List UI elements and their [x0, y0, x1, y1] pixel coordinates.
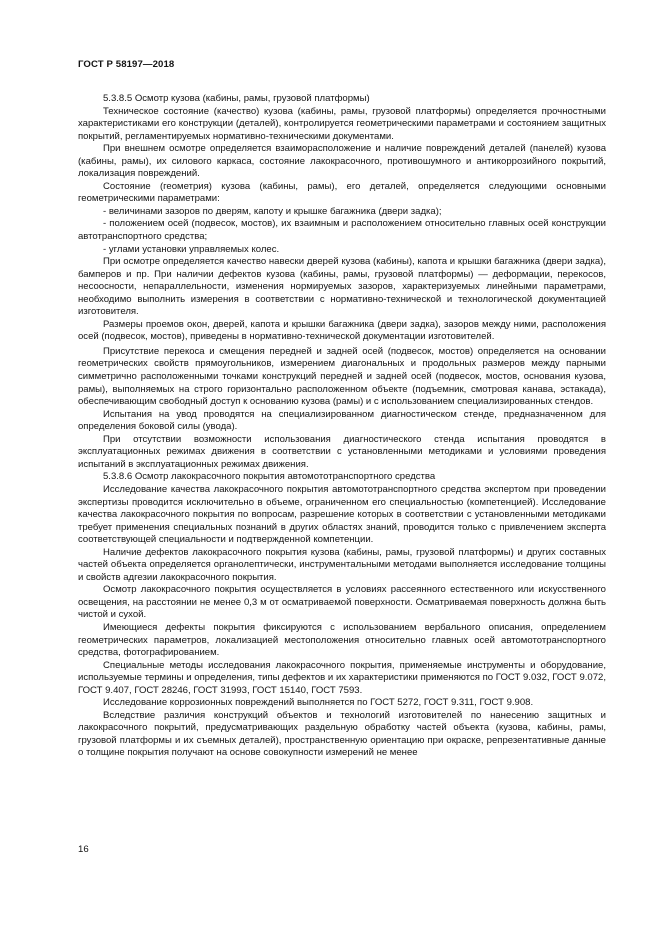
paragraph: Состояние (геометрия) кузова (кабины, рамы), его деталей, определяется следующими основными геометрическими параметрами:: [78, 180, 606, 205]
paragraph: Присутствие перекоса и смещения передней и задней осей (подвесок, мостов) определяется на основании геометрических свойств прямоугольников, измерением диагональных и продольных размеров между парными симметрично расположенными точками конструкций передней и задней осей (подвесок, мостов, основания кузова, рамы), выполняемых на строго горизонтально расположенном объекте (подъемник, смотровая канава, эстакада), обеспечивающим свободный доступ к основанию кузова (рамы) и с использованием специализированных стендов.: [78, 345, 606, 408]
paragraph: При отсутствии возможности использования диагностического стенда испытания проводятся в эксплуатационных режимах движения в соответствии с установленными методиками и условиями проведения испытаний в эксплуатационных режимах движения.: [78, 433, 606, 470]
paragraph: Вследствие различия конструкций объектов и технологий изготовителей по нанесению защитных и лакокрасочного покрытий, предусматривающих раздельную обработку частей объекта (кузова, кабины, рамы, грузовой платформы и их съемных деталей), пространственную ориентацию при окраске, репрезентативные данные о толщине покрытия получают на основе совокупности измерений не менее: [78, 709, 606, 759]
document-body: [78, 93, 606, 760]
paragraph: При внешнем осмотре определяется взаиморасположение и наличие повреждений деталей (панелей) кузова (кабины, рамы), их силового каркаса, состояние лакокрасочного, противошумного и антикоррозийного покрытий, локализация повреждений.: [78, 143, 606, 180]
list-item: - углами установки управляемых колес.: [103, 243, 280, 255]
section-heading-5-3-8-6: 5.3.8.6 Осмотр лакокрасочного покрытия автомототранспортного средства: [103, 471, 436, 483]
paragraph: При осмотре определяется качество навески дверей кузова (кабины), капота и крышки багажника (двери задка), бамперов и пр. При наличии дефектов кузова (кабины, рамы, грузовой платформы) — деформации, перекосов, несоосности, непараллельности, изменения нормируемых зазоров, характеризуемых линейными параметрами, необходимо выполнить измерения в соответствии с нормативно-технической и технологической документацией изготовителя.: [78, 256, 606, 318]
list-item: - величинами зазоров по дверям, капоту и крышке багажника (двери задка);: [103, 205, 442, 217]
paragraph: Наличие дефектов лакокрасочного покрытия кузова (кабины, рамы, грузовой платформы) и других составных частей объекта определяется органолептически, инструментальными методами выполняется исследование толщины и свойств адгезии лакокрасочного покрытия.: [78, 546, 606, 583]
paragraph: Специальные методы исследования лакокрасочного покрытия, применяемые инструменты и оборудование, используемые термины и определения, типы дефектов и их характеристики применяются по ГОСТ 9.032, ГОСТ 9.072, ГОСТ 9.407, ГОСТ 28246, ГОСТ 31993, ГОСТ 15140, ГОСТ 7593.: [78, 659, 606, 696]
paragraph: Испытания на увод проводятся на специализированном диагностическом стенде, предназначенном для определения боковой силы (увода).: [78, 408, 606, 433]
page-number: 16: [78, 844, 89, 855]
section-heading-5-3-8-5: 5.3.8.5 Осмотр кузова (кабины, рамы, грузовой платформы): [103, 93, 370, 104]
paragraph: Имеющиеся дефекты покрытия фиксируются с использованием вербального описания, определением геометрических параметров, локализацией местоположения относительно главных осей автомототранспортного средства, фотографированием.: [78, 621, 606, 659]
list-item: - положением осей (подвесок, мостов), их взаимным и расположением относительно главных осей конструкции автотранспортного средства;: [78, 218, 606, 243]
paragraph: Техническое состояние (качество) кузова (кабины, рамы, грузовой платформы) определяется прочностными характеристиками его конструкции (деталей), контролируется геометрическими параметрами и состоянием защитных покрытий, регламентируемых нормативно-техническими документами.: [78, 105, 606, 142]
paragraph: Осмотр лакокрасочного покрытия осуществляется в условиях рассеянного естественного или искусственного освещения, на расстоянии не менее 0,3 м от осматриваемой поверхности. Осматриваемая поверхность должна быть чистой и сухой.: [78, 584, 606, 621]
standard-code-header: ГОСТ Р 58197—2018: [78, 59, 175, 70]
paragraph: Исследование коррозионных повреждений выполняется по ГОСТ 5272, ГОСТ 9.311, ГОСТ 9.908.: [103, 697, 534, 709]
paragraph: Исследование качества лакокрасочного покрытия автомототранспортного средства экспертом при проведении экспертизы проводится исключительно в объеме, ограниченном его специальностью (компетенцией). Исследование качества лакокрасочного покрытия по вопросам, разрешение которых в соответствии с установленными методиками требует применения специальных познаний в других областях знаний, проводится только с привлечением эксперта соответствующей специальности и подтвержденной компетенции.: [78, 483, 606, 546]
paragraph: Размеры проемов окон, дверей, капота и крышки багажника (двери задка), зазоров между ними, расположения осей (подвесок, мостов), приведены в нормативно-технической документации изготовителей.: [78, 318, 606, 343]
